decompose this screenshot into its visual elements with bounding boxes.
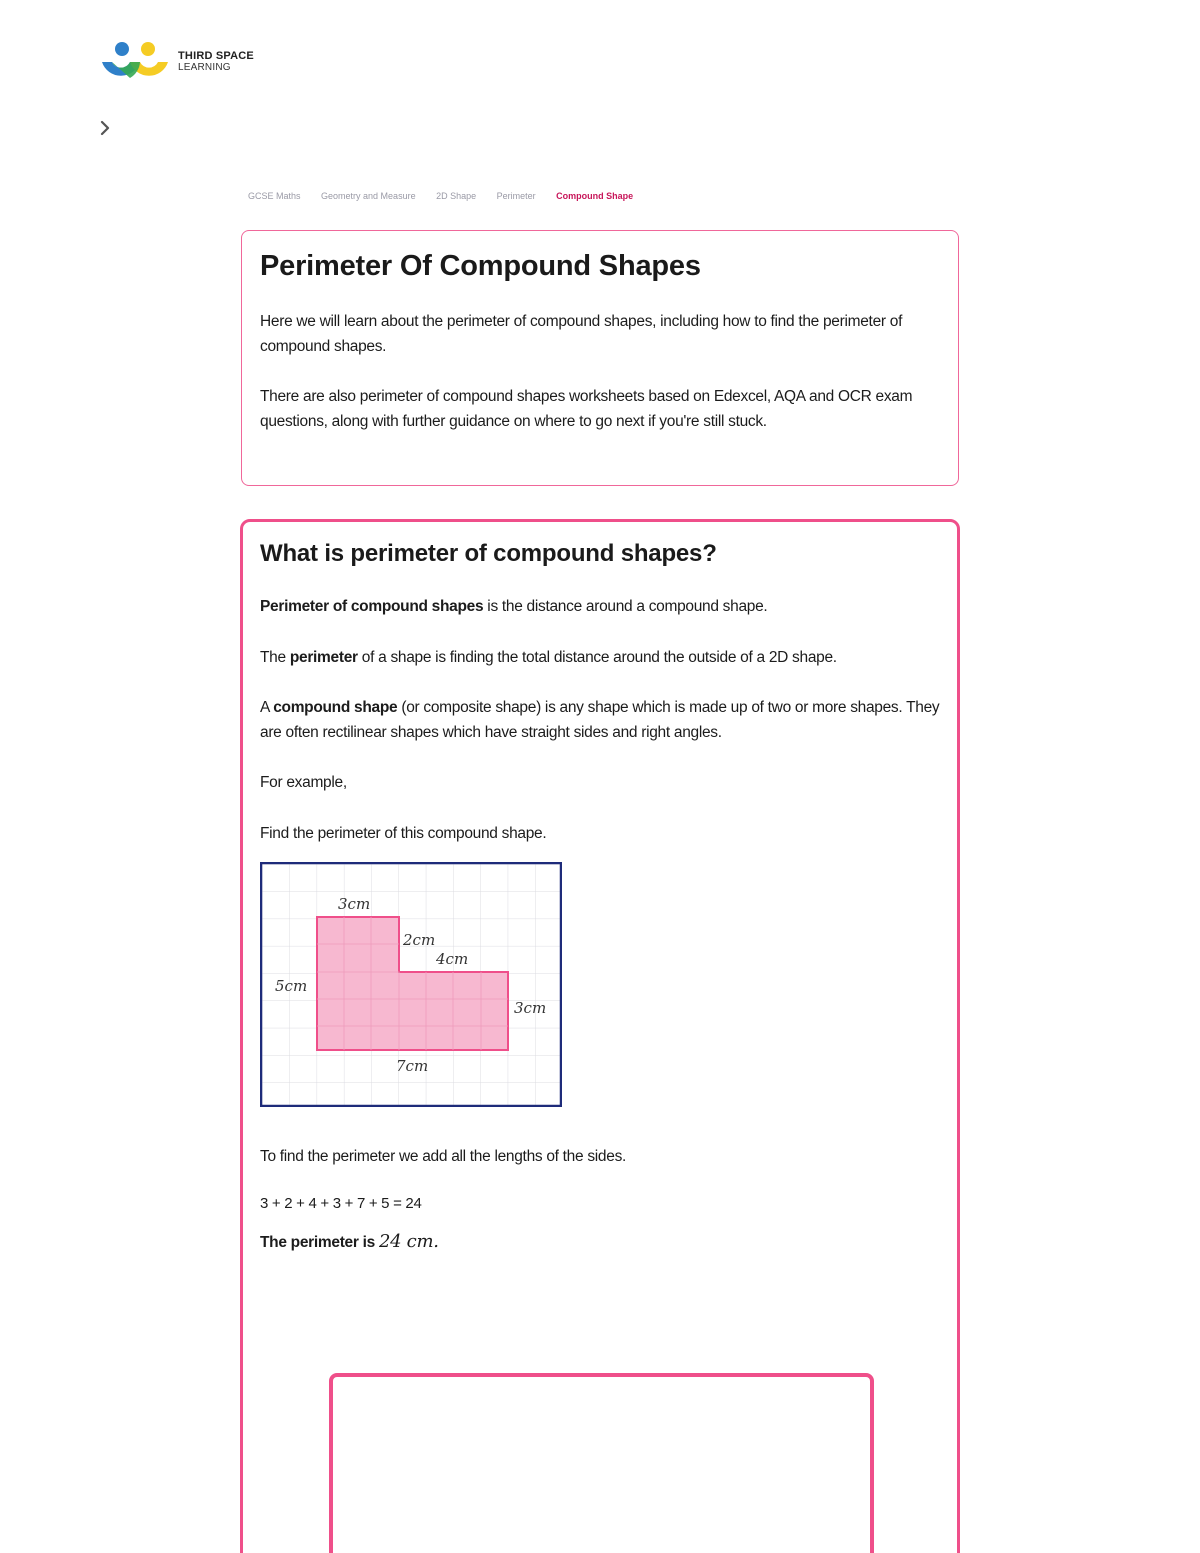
- intro-paragraph: Here we will learn about the perimeter of compound shapes, including how to find the perimeter of compound shapes.: [260, 313, 903, 355]
- label-left: 5cm: [275, 977, 308, 995]
- label-bottom: 7cm: [396, 1057, 429, 1075]
- equation: 3 + 2 + 4 + 3 + 7 + 5 = 24: [260, 1194, 422, 1212]
- breadcrumb-item[interactable]: GCSE Maths: [248, 191, 301, 201]
- label-right: 3cm: [514, 999, 547, 1017]
- label-step-down: 2cm: [403, 931, 436, 949]
- definition-paragraph: [260, 595, 940, 620]
- example-label: For example,: [260, 774, 347, 791]
- section-title: What is perimeter of compound shapes?: [260, 540, 717, 567]
- logo-line2: LEARNING: [178, 62, 231, 73]
- definition-term: Perimeter of compound shapes: [260, 598, 484, 615]
- text-fragment: The: [260, 648, 290, 666]
- compound-term: compound shape: [273, 699, 398, 716]
- method-text: To find the perimeter we add all the lengths of the sides.: [260, 1148, 627, 1165]
- breadcrumb: [248, 191, 651, 205]
- label-step-across: 4cm: [436, 950, 469, 968]
- answer-prefix: The perimeter is: [260, 1234, 379, 1251]
- compound-paragraph: [260, 696, 940, 745]
- label-top: 3cm: [338, 895, 371, 913]
- breadcrumb-current: Compound Shape: [556, 191, 634, 201]
- chevron-right-icon[interactable]: [96, 119, 114, 137]
- logo-line1: THIRD SPACE: [178, 50, 254, 62]
- breadcrumb-item[interactable]: Perimeter: [496, 191, 536, 201]
- answer-value: 24 cm.: [378, 1231, 439, 1252]
- text-fragment: (or composite shape) is any shape which is made up of two or more shapes. They are often rectilinear shapes which have straight sides and right angles.: [260, 699, 940, 741]
- logo-wordmark: [178, 50, 254, 74]
- worksheet-box: [329, 1373, 874, 1553]
- definition-card: [240, 519, 960, 1553]
- text-fragment: of a shape is finding the total distance around the outside of a 2D shape.: [357, 648, 837, 666]
- logo[interactable]: [100, 40, 270, 90]
- compound-shape-figure: [260, 862, 562, 1107]
- breadcrumb-item[interactable]: 2D Shape: [436, 191, 477, 201]
- intro-card: [241, 230, 959, 486]
- definition-text: is the distance around a compound shape.: [483, 598, 768, 615]
- task-text: Find the perimeter of this compound shape.: [260, 824, 547, 842]
- breadcrumb-item[interactable]: Geometry and Measure: [321, 191, 416, 201]
- logo-mark: [100, 40, 175, 86]
- intro-paragraph: There are also perimeter of compound shapes worksheets based on Edexcel, AQA and OCR exam questions, along with further guidance on where to go next if you're still stuck.: [260, 388, 913, 430]
- text-fragment: A: [260, 699, 274, 716]
- answer: [260, 1230, 940, 1256]
- perimeter-paragraph: [260, 646, 940, 671]
- page-title: Perimeter Of Compound Shapes: [260, 250, 701, 282]
- compound-shape-diagram: [260, 862, 562, 1107]
- perimeter-term: perimeter: [289, 648, 358, 666]
